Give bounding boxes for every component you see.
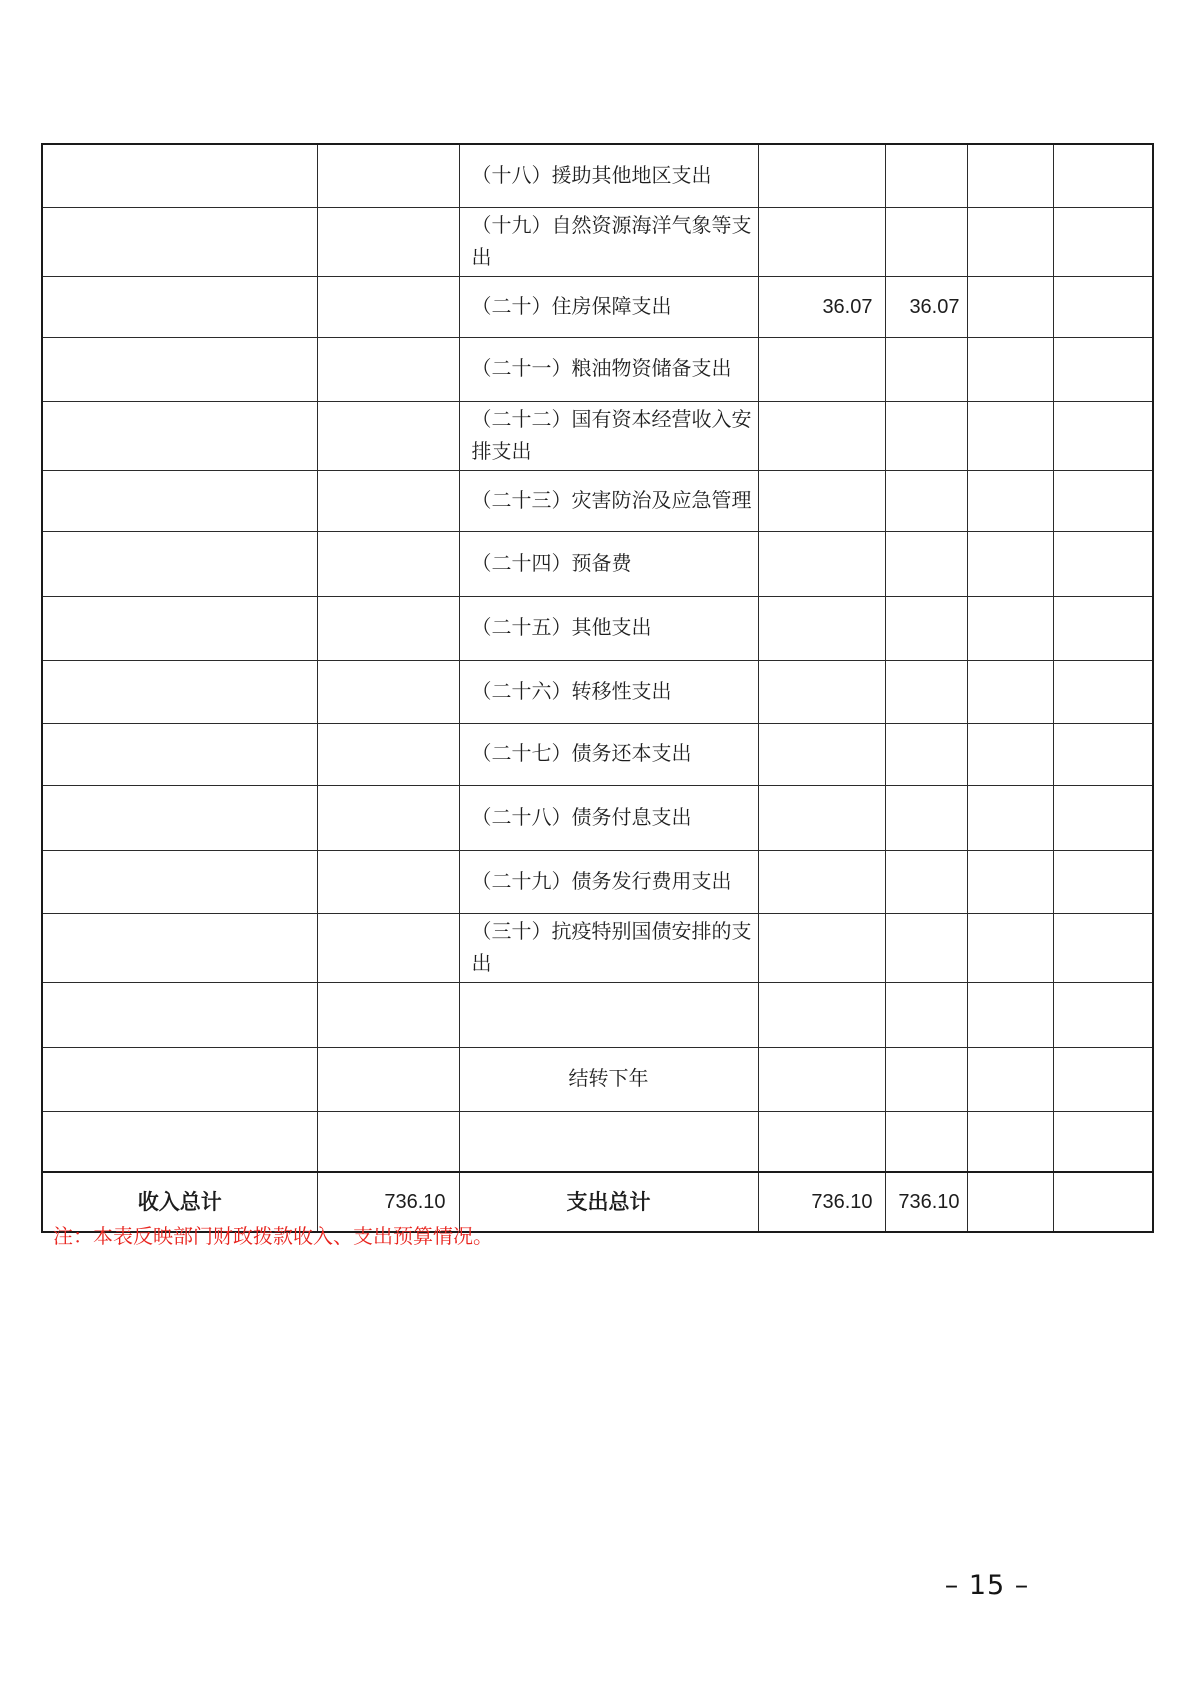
table-row (42, 660, 1153, 723)
expense-item-cell: （十八）援助其他地区支出 (459, 144, 758, 207)
expense-amount-2-cell (885, 723, 967, 785)
income-amount-cell (317, 207, 459, 276)
expense-amount-1-cell (758, 596, 885, 660)
income-item-cell (42, 337, 317, 401)
expense-amount-1-cell (758, 531, 885, 596)
expense-amount-2-cell: 736.10 (885, 1172, 967, 1232)
empty-2-cell (1053, 337, 1153, 401)
expense-item-cell: （三十）抗疫特别国债安排的支出 (459, 913, 758, 982)
empty-1-cell (967, 1111, 1053, 1172)
expense-amount-2-cell (885, 401, 967, 470)
income-item-cell: 收入总计 (42, 1172, 317, 1232)
income-amount-cell: 736.10 (317, 1172, 459, 1232)
expense-amount-1-cell (758, 982, 885, 1047)
empty-1-cell (967, 276, 1053, 337)
income-amount-cell (317, 723, 459, 785)
income-item-cell (42, 982, 317, 1047)
table-row (42, 207, 1153, 276)
table-row (42, 982, 1153, 1047)
expense-amount-1-cell (758, 207, 885, 276)
expense-amount-1-cell (758, 1047, 885, 1111)
table-row (42, 144, 1153, 207)
income-item-cell (42, 276, 317, 337)
expense-amount-1-cell (758, 401, 885, 470)
empty-1-cell (967, 531, 1053, 596)
empty-1-cell (967, 913, 1053, 982)
income-amount-cell (317, 1047, 459, 1111)
expense-amount-2-cell (885, 982, 967, 1047)
empty-1-cell (967, 982, 1053, 1047)
expense-item-cell: 支出总计 (459, 1172, 758, 1232)
income-amount-cell (317, 785, 459, 850)
empty-2-cell (1053, 660, 1153, 723)
expense-item-cell: （二十五）其他支出 (459, 596, 758, 660)
page-number: – 15 – (944, 1570, 1030, 1601)
expense-amount-1-cell (758, 850, 885, 913)
empty-1-cell (967, 1047, 1053, 1111)
expense-amount-2-cell (885, 596, 967, 660)
expense-amount-1-cell (758, 723, 885, 785)
income-amount-cell (317, 596, 459, 660)
income-amount-cell (317, 913, 459, 982)
expense-item-cell: （二十六）转移性支出 (459, 660, 758, 723)
table-row (42, 1047, 1153, 1111)
expense-amount-2-cell (885, 1047, 967, 1111)
expense-amount-1-cell (758, 913, 885, 982)
expense-amount-1-cell (758, 337, 885, 401)
table-row (42, 276, 1153, 337)
expense-item-cell (459, 1111, 758, 1172)
expense-amount-1-cell (758, 660, 885, 723)
income-item-cell (42, 596, 317, 660)
income-item-cell (42, 660, 317, 723)
table-row (42, 785, 1153, 850)
expense-item-cell: （二十二）国有资本经营收入安排支出 (459, 401, 758, 470)
income-item-cell (42, 850, 317, 913)
expense-amount-1-cell (758, 1111, 885, 1172)
expense-item-cell: （二十三）灾害防治及应急管理 (459, 470, 758, 531)
table-row (42, 470, 1153, 531)
expense-item-cell: （二十八）债务付息支出 (459, 785, 758, 850)
income-amount-cell (317, 144, 459, 207)
expense-item-cell: （二十一）粮油物资储备支出 (459, 337, 758, 401)
expense-item-cell: （十九）自然资源海洋气象等支出 (459, 207, 758, 276)
empty-1-cell (967, 850, 1053, 913)
expense-amount-2-cell (885, 144, 967, 207)
empty-2-cell (1053, 723, 1153, 785)
empty-1-cell (967, 660, 1053, 723)
income-item-cell (42, 785, 317, 850)
income-amount-cell (317, 660, 459, 723)
empty-2-cell (1053, 470, 1153, 531)
expense-amount-2-cell: 36.07 (885, 276, 967, 337)
empty-2-cell (1053, 1047, 1153, 1111)
empty-2-cell (1053, 850, 1153, 913)
expense-amount-2-cell (885, 850, 967, 913)
income-item-cell (42, 144, 317, 207)
empty-2-cell (1053, 401, 1153, 470)
empty-1-cell (967, 144, 1053, 207)
expense-amount-2-cell (885, 660, 967, 723)
expense-item-cell: （二十）住房保障支出 (459, 276, 758, 337)
expense-amount-2-cell (885, 531, 967, 596)
empty-2-cell (1053, 982, 1153, 1047)
empty-2-cell (1053, 1111, 1153, 1172)
table-row (42, 531, 1153, 596)
empty-1-cell (967, 207, 1053, 276)
table-row (42, 850, 1153, 913)
empty-2-cell (1053, 144, 1153, 207)
expense-item-cell: （二十九）债务发行费用支出 (459, 850, 758, 913)
empty-2-cell (1053, 531, 1153, 596)
income-amount-cell (317, 401, 459, 470)
income-item-cell (42, 207, 317, 276)
income-item-cell (42, 1047, 317, 1111)
expense-amount-2-cell (885, 470, 967, 531)
expense-amount-2-cell (885, 207, 967, 276)
empty-1-cell (967, 337, 1053, 401)
empty-2-cell (1053, 913, 1153, 982)
empty-1-cell (967, 596, 1053, 660)
expense-amount-2-cell (885, 1111, 967, 1172)
income-amount-cell (317, 337, 459, 401)
empty-2-cell (1053, 276, 1153, 337)
fiscal-budget-table (41, 143, 1154, 1233)
totals-row (42, 1172, 1153, 1232)
table-row (42, 596, 1153, 660)
empty-2-cell (1053, 596, 1153, 660)
empty-2-cell (1053, 207, 1153, 276)
expense-amount-1-cell: 736.10 (758, 1172, 885, 1232)
empty-1-cell (967, 1172, 1053, 1232)
expense-amount-2-cell (885, 913, 967, 982)
budget-table-body (42, 144, 1153, 1232)
expense-amount-2-cell (885, 337, 967, 401)
empty-1-cell (967, 785, 1053, 850)
expense-item-cell: 结转下年 (459, 1047, 758, 1111)
income-amount-cell (317, 531, 459, 596)
income-item-cell (42, 531, 317, 596)
income-amount-cell (317, 276, 459, 337)
empty-2-cell (1053, 1172, 1153, 1232)
empty-1-cell (967, 723, 1053, 785)
empty-2-cell (1053, 785, 1153, 850)
income-amount-cell (317, 850, 459, 913)
table-row (42, 723, 1153, 785)
expense-item-cell (459, 982, 758, 1047)
table-row (42, 337, 1153, 401)
table-row (42, 401, 1153, 470)
table-row (42, 913, 1153, 982)
income-item-cell (42, 1111, 317, 1172)
empty-1-cell (967, 470, 1053, 531)
income-amount-cell (317, 1111, 459, 1172)
income-item-cell (42, 401, 317, 470)
expense-item-cell: （二十四）预备费 (459, 531, 758, 596)
income-item-cell (42, 470, 317, 531)
table-row (42, 1111, 1153, 1172)
expense-amount-1-cell: 36.07 (758, 276, 885, 337)
expense-amount-1-cell (758, 144, 885, 207)
income-amount-cell (317, 470, 459, 531)
table-note: 注：本表反映部门财政拨款收入、支出预算情况。 (53, 1226, 493, 1248)
empty-1-cell (967, 401, 1053, 470)
expense-item-cell: （二十七）债务还本支出 (459, 723, 758, 785)
income-amount-cell (317, 982, 459, 1047)
expense-amount-2-cell (885, 785, 967, 850)
income-item-cell (42, 913, 317, 982)
expense-amount-1-cell (758, 785, 885, 850)
income-item-cell (42, 723, 317, 785)
expense-amount-1-cell (758, 470, 885, 531)
